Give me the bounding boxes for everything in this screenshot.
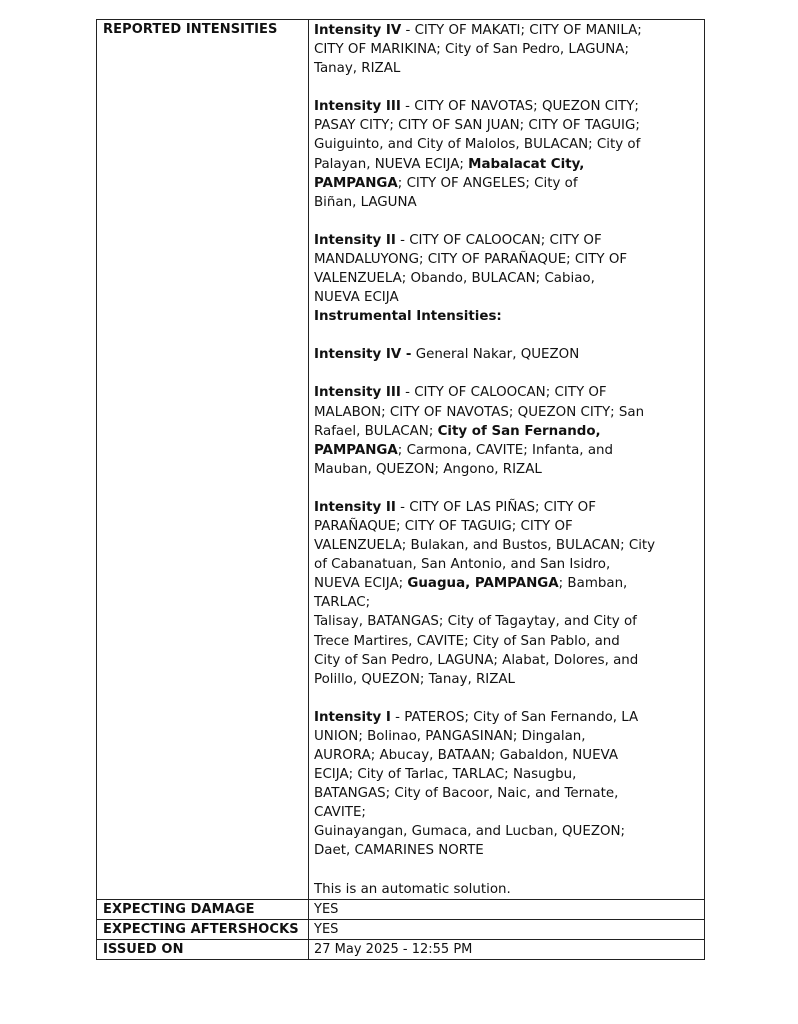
text-segment: CITY OF MARIKINA; City of San Pedro, LAGUNA; (314, 42, 629, 58)
text-segment: Trece Martires, CAVITE; City of San Pablo, and (314, 633, 620, 649)
text-segment: - CITY OF CALOOCAN; CITY OF (395, 232, 602, 248)
expecting-damage-row (97, 899, 705, 919)
intensity-line (314, 498, 700, 517)
intensity-line (314, 383, 700, 402)
text-segment: Biñan, LAGUNA (314, 194, 417, 210)
intensity-line (314, 536, 700, 555)
intensity-block (314, 345, 700, 364)
intensity-line (314, 174, 700, 193)
intensity-block (314, 231, 700, 307)
text-segment: Talisay, BATANGAS; City of Tagaytay, and City of (314, 614, 637, 630)
reported-intensity-list (314, 21, 700, 307)
emphasized-text: PAMPANGA (314, 442, 398, 458)
issued-on-value: 27 May 2025 - 12:55 PM (309, 939, 705, 959)
text-segment: ; Carmona, CAVITE; Infanta, and (397, 442, 614, 458)
text-segment: MANDALUYONG; CITY OF PARAÑAQUE; CITY OF (314, 251, 628, 267)
intensity-line (314, 822, 700, 841)
emphasized-text: Intensity III (314, 385, 401, 401)
intensity-line (314, 727, 700, 746)
text-segment: Tanay, RIZAL (314, 61, 401, 77)
expecting-damage-label: EXPECTING DAMAGE (97, 899, 309, 919)
intensity-line (314, 135, 700, 154)
emphasized-text: Guagua, PAMPANGA (407, 576, 559, 592)
intensity-line (314, 21, 700, 40)
instrumental-intensities-heading: Instrumental Intensities: (314, 309, 502, 325)
intensity-line (314, 460, 700, 479)
instrumental-heading-block (314, 307, 700, 326)
issued-on-label: ISSUED ON (97, 939, 309, 959)
text-segment: VALENZUELA; Obando, BULACAN; Cabiao, (314, 271, 595, 287)
text-segment: ; CITY OF ANGELES; City of (397, 175, 578, 191)
text-segment: ECIJA; City of Tarlac, TARLAC; Nasugbu, (314, 767, 577, 783)
issued-on-row (97, 939, 705, 959)
text-segment: General Nakar, QUEZON (411, 347, 580, 363)
earthquake-info-table (96, 19, 705, 960)
intensity-line (314, 517, 700, 536)
intensity-line (314, 193, 700, 212)
intensity-line (314, 345, 700, 364)
intensity-line (314, 651, 700, 670)
intensity-line (314, 403, 700, 422)
text-segment: UNION; Bolinao, PANGASINAN; Dingalan, (314, 728, 586, 744)
intensity-line (314, 422, 700, 441)
emphasized-text: Intensity II (314, 499, 396, 515)
intensity-line (314, 555, 700, 574)
intensity-line (314, 708, 700, 727)
text-segment: PARAÑAQUE; CITY OF TAGUIG; CITY OF (314, 518, 573, 534)
text-segment: NUEVA ECIJA; (314, 576, 408, 592)
intensity-line (314, 746, 700, 765)
intensity-block (314, 383, 700, 478)
intensity-block (314, 97, 700, 212)
intensity-line (314, 231, 700, 250)
text-segment: Guinayangan, Gumaca, and Lucban, QUEZON; (314, 824, 626, 840)
emphasized-text: Mabalacat City, (468, 156, 585, 172)
intensity-line (314, 250, 700, 269)
reported-intensities-value (309, 20, 705, 900)
intensity-line (314, 765, 700, 784)
text-segment: - CITY OF NAVOTAS; QUEZON CITY; (400, 99, 639, 115)
emphasized-text: Intensity II (314, 232, 396, 248)
emphasized-text: Intensity III (314, 99, 401, 115)
text-segment: AURORA; Abucay, BATAAN; Gabaldon, NUEVA (314, 748, 619, 763)
text-segment: CAVITE; (314, 805, 366, 821)
emphasized-text: Intensity IV (314, 23, 402, 38)
intensity-line (314, 670, 700, 689)
text-segment: PASAY CITY; CITY OF SAN JUAN; CITY OF TAGUIG; (314, 118, 640, 134)
text-segment: Mauban, QUEZON; Angono, RIZAL (314, 461, 542, 477)
emphasized-text: Intensity I (314, 709, 391, 725)
intensity-line (314, 288, 700, 307)
text-segment: Daet, CAMARINES NORTE (314, 843, 484, 859)
intensity-line (314, 593, 700, 612)
text-segment: City of San Pedro, LAGUNA; Alabat, Dolores, and (314, 652, 639, 668)
intensity-line (314, 612, 700, 631)
instrumental-intensity-list (314, 345, 700, 860)
text-segment: VALENZUELA; Bulakan, and Bustos, BULACAN; City (314, 538, 656, 554)
text-segment: TARLAC; (314, 595, 371, 611)
automatic-solution-note: This is an automatic solution. (314, 881, 511, 897)
intensity-line (314, 841, 700, 860)
emphasized-text: PAMPANGA (314, 175, 398, 191)
intensity-line (314, 269, 700, 288)
intensity-line (314, 97, 700, 116)
expecting-damage-value: YES (309, 899, 705, 919)
emphasized-text: City of San Fernando, (437, 423, 601, 439)
expecting-aftershocks-label: EXPECTING AFTERSHOCKS (97, 919, 309, 939)
intensity-line (314, 574, 700, 593)
text-segment: Guiguinto, and City of Malolos, BULACAN; City of (314, 137, 641, 153)
text-segment: BATANGAS; City of Bacoor, Naic, and Ternate, (314, 786, 619, 802)
intensity-block (314, 498, 700, 689)
text-segment: - PATEROS; City of San Fernando, LA (390, 709, 639, 725)
intensity-line (314, 116, 700, 135)
intensity-line (314, 441, 700, 460)
text-segment: MALABON; CITY OF NAVOTAS; QUEZON CITY; San (314, 404, 645, 420)
intensity-line (314, 40, 700, 59)
text-segment: NUEVA ECIJA (314, 290, 399, 306)
intensity-line (314, 632, 700, 651)
intensity-line (314, 803, 700, 822)
text-segment: of Cabanatuan, San Antonio, and San Isidro, (314, 557, 611, 573)
text-segment: ; Bamban, (558, 576, 628, 592)
intensity-block (314, 708, 700, 861)
text-segment: Rafael, BULACAN; (314, 423, 438, 439)
reported-intensities-label: REPORTED INTENSITIES (97, 20, 309, 900)
text-segment: - CITY OF CALOOCAN; CITY OF (400, 385, 607, 401)
intensity-line (314, 784, 700, 803)
intensity-line (314, 59, 700, 78)
text-segment: Palayan, NUEVA ECIJA; (314, 156, 469, 172)
text-segment: Polillo, QUEZON; Tanay, RIZAL (314, 671, 516, 687)
emphasized-text: Intensity IV - (314, 347, 412, 363)
expecting-aftershocks-value: YES (309, 919, 705, 939)
text-segment: - CITY OF MAKATI; CITY OF MANILA; (401, 23, 642, 38)
expecting-aftershocks-row (97, 919, 705, 939)
intensity-block (314, 21, 700, 78)
intensity-line (314, 155, 700, 174)
reported-intensities-row (97, 20, 705, 900)
text-segment: - CITY OF LAS PIÑAS; CITY OF (395, 499, 596, 515)
